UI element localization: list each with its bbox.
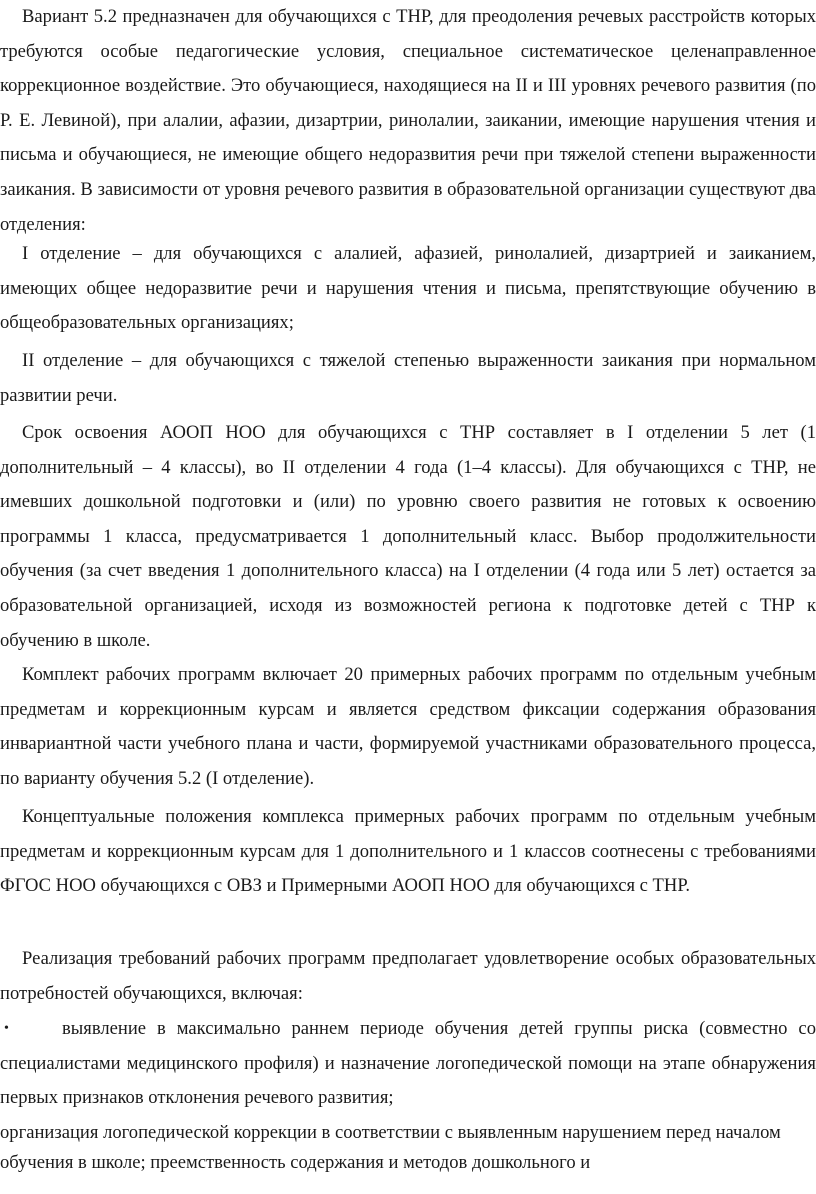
paragraph-department-one: I отделение – для обучающихся с алалией, афазией, ринолалией, дизартрией и заиканием, имеющих общее недоразвитие речи и нарушения чтения и письма, препятствующие обучению в общеобразовательных организациях; [0,243,816,334]
paragraph-variant-description: Вариант 5.2 предназначен для обучающихся с ТНР, для преодоления речевых расстройств которых требуются особые педагогические условия, специальное систематическое целенаправленное коррекционное воздействие. Это обучающиеся, находящиеся на II и III уровнях речевого развития (по Р. Е. Левиной), при алалии, афазии, дизартрии, ринолалии, заикании, имеющие нарушения чтения и письма и обучающиеся, не имеющие общего недоразвития речи при тяжелой степени выраженности заикания. В зависимости от уровня речевого развития в образовательной организации существуют два отделения: [0,6,816,235]
paragraph-requirements: Реализация требований рабочих программ предполагает удовлетворение особых образовательных потребностей обучающихся, включая: [0,948,816,1004]
paragraph-study-duration: Срок освоения АООП НОО для обучающихся с ТНР составляет в I отделении 5 лет (1 дополнительный – 4 классы), во II отделении 4 года (1–4 классы). Для обучающихся с ТНР, не имевших дошкольной подготовки и (или) по уровню своего развития не готовых к освоению программы 1 класса, предусматривается 1 дополнительный класс. Выбор продолжительности обучения (за счет введения 1 дополнительного класса) на I отделении (4 года или 5 лет) остается за образовательной организацией, исходя из возможностей региона к подготовке детей с ТНР к обучению в школе. [0,422,816,651]
bullet-item-text: выявление в максимально раннем периоде обучения детей группы риска (совместно со специалистами медицинского профиля) и назначение логопедической помощи на этапе обнаружения первых признаков отклонения речевого развития; [0,1018,816,1109]
paragraph-conceptual-provisions: Концептуальные положения комплекса примерных рабочих программ по отдельным учебным предметам и коррекционным курсам для 1 дополнительного и 1 классов соотнесены с требованиями ФГОС НОО обучающихся с ОВЗ и Примерными АООП НОО для обучающихся с ТНР. [0,806,816,897]
paragraph-department-two: II отделение – для обучающихся с тяжелой степенью выраженности заикания при нормальном развитии речи. [0,350,816,406]
paragraph-program-set: Комплект рабочих программ включает 20 примерных рабочих программ по отдельным учебным предметам и коррекционным курсам и является средством фиксации содержания образования инвариантной части учебного плана и части, формируемой участниками образовательного процесса, по варианту обучения 5.2 (I отделение). [0,664,816,789]
paragraph-speech-correction: организация логопедической коррекции в соответствии с выявленным нарушением перед началом обучения в школе; преемственность содержания и методов дошкольного и [0,1122,781,1173]
bullet-list-item [0,1012,816,1116]
bullet-icon: • [4,1021,9,1036]
